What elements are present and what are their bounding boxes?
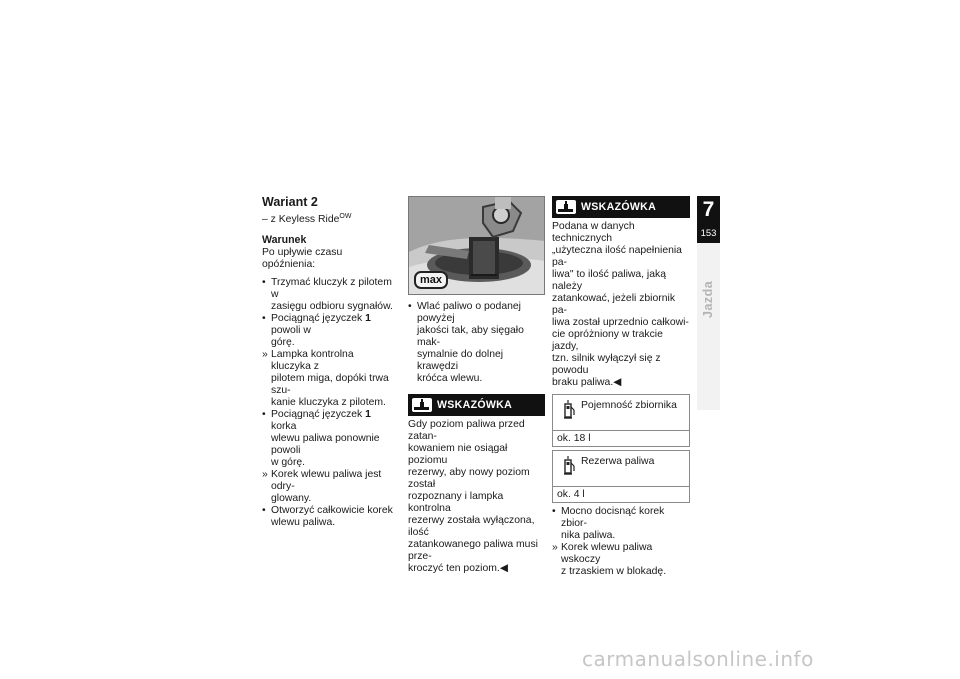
note-line: rozpoznany i lampka kontrolna bbox=[408, 491, 504, 514]
note-line: kowaniem nie osiągał poziomu bbox=[408, 443, 508, 466]
list-item bbox=[262, 349, 394, 409]
bullet-marker: • bbox=[262, 409, 266, 420]
list-item bbox=[408, 301, 545, 385]
bullet-marker: • bbox=[552, 506, 556, 517]
step-line bbox=[271, 409, 394, 433]
step-line: Trzymać kluczyk z pilotem w bbox=[271, 277, 392, 300]
fuel-filler-photo bbox=[408, 196, 545, 295]
chapter-number: 7 bbox=[702, 198, 715, 221]
step-line: wlewu paliwa ponownie powoli bbox=[271, 433, 380, 456]
note-line: cie opróżniony w trakcie jazdy, bbox=[552, 329, 663, 352]
step-line: z trzaskiem w blokadę. bbox=[561, 566, 667, 577]
bullet-marker: • bbox=[262, 505, 266, 516]
note-line: tzn. silnik wyłączył się z powodu bbox=[552, 353, 661, 376]
step-line: górę. bbox=[271, 337, 295, 348]
variant-line bbox=[262, 211, 394, 226]
spec-label: Rezerwa paliwa bbox=[581, 456, 655, 467]
note-line: Gdy poziom paliwa przed zatan- bbox=[408, 419, 525, 442]
step-line: Lampka kontrolna kluczyka z bbox=[271, 349, 354, 372]
list-item bbox=[262, 277, 394, 313]
note-header bbox=[408, 394, 545, 416]
column-2 bbox=[408, 196, 545, 575]
max-level-badge: max bbox=[414, 271, 448, 289]
note-title: WSKAZÓWKA bbox=[437, 399, 513, 411]
step-line: Wlać paliwo o podanej powyżej bbox=[417, 301, 521, 324]
step-list bbox=[408, 301, 545, 385]
step-text: Pociągnąć języczek bbox=[271, 313, 366, 324]
variant-text: – z Keyless Ride bbox=[262, 214, 340, 225]
note-line: rezerwy została wyłączona, ilość bbox=[408, 515, 535, 538]
condition-text: Po upływie czasu opóźnienia: bbox=[262, 247, 343, 270]
note-body bbox=[408, 419, 545, 575]
step-line: symalnie do dolnej krawędzi bbox=[417, 349, 504, 372]
callout-number: 1 bbox=[365, 409, 371, 420]
note-line: braku paliwa.◀ bbox=[552, 377, 622, 388]
list-item bbox=[552, 542, 690, 578]
list-item bbox=[262, 505, 394, 529]
callout-number: 1 bbox=[365, 313, 371, 324]
note-line: liwa" to ilość paliwa, jaką należy bbox=[552, 269, 666, 292]
column-1 bbox=[262, 196, 394, 529]
step-line: pilotem miga, dopóki trwa szu- bbox=[271, 373, 389, 396]
step-text: powoli w bbox=[271, 325, 311, 336]
bullet-marker: • bbox=[262, 313, 266, 324]
bullet-marker: • bbox=[262, 277, 266, 288]
result-marker: » bbox=[552, 542, 558, 553]
step-line: Korek wlewu paliwa wskoczy bbox=[561, 542, 653, 565]
note-line: rezerwy, aby nowy poziom został bbox=[408, 467, 530, 490]
note-body bbox=[552, 221, 690, 389]
step-text: korka bbox=[271, 421, 297, 432]
note-line: kroczyć ten poziom.◀ bbox=[408, 563, 508, 574]
result-marker: » bbox=[262, 469, 268, 480]
result-marker: » bbox=[262, 349, 268, 360]
spec-label: Pojemność zbiornika bbox=[581, 400, 677, 411]
condition-heading: Warunek bbox=[262, 234, 307, 246]
hint-hand-icon bbox=[556, 200, 576, 214]
section-label: Jazda bbox=[701, 280, 715, 318]
spec-label-cell bbox=[553, 451, 689, 487]
list-item bbox=[262, 313, 394, 349]
list-item bbox=[262, 409, 394, 469]
step-line: glowany. bbox=[271, 493, 312, 504]
spec-value: ok. 4 l bbox=[557, 489, 585, 500]
fuel-pump-icon bbox=[563, 400, 575, 424]
list-item bbox=[262, 469, 394, 505]
page-number: 153 bbox=[697, 225, 720, 243]
spec-table-tank-capacity bbox=[552, 394, 690, 447]
bullet-marker: • bbox=[408, 301, 412, 312]
step-text: Pociągnąć języczek bbox=[271, 409, 366, 420]
note-title: WSKAZÓWKA bbox=[581, 201, 657, 213]
spec-label-cell bbox=[553, 395, 689, 431]
step-line: Otworzyć całkowicie korek bbox=[271, 505, 393, 516]
step-line: zasięgu odbioru sygnałów. bbox=[271, 301, 393, 312]
note-line: liwa został uprzednio całkowi- bbox=[552, 317, 689, 328]
note-line: zatankować, jeżeli zbiornik pa- bbox=[552, 293, 676, 316]
variant-superscript: OW bbox=[339, 213, 352, 220]
step-line: w górę. bbox=[271, 457, 306, 468]
step-line: nika paliwa. bbox=[561, 530, 616, 541]
step-line: króćca wlewu. bbox=[417, 373, 483, 384]
step-line: kanie kluczyka z pilotem. bbox=[271, 397, 386, 408]
step-line: Mocno docisnąć korek zbior- bbox=[561, 506, 665, 529]
fuel-pump-icon bbox=[563, 456, 575, 480]
step-list bbox=[552, 506, 690, 578]
watermark-text: carmanualsonline.info bbox=[582, 647, 814, 671]
step-line: wlewu paliwa. bbox=[271, 517, 336, 528]
step-line: jakości tak, aby sięgało mak- bbox=[417, 325, 524, 348]
note-line: Podana w danych technicznych bbox=[552, 221, 635, 244]
variant-heading: Wariant 2 bbox=[262, 195, 318, 209]
list-item bbox=[552, 506, 690, 542]
spec-table-fuel-reserve bbox=[552, 450, 690, 503]
note-line: zatankowanego paliwa musi prze- bbox=[408, 539, 538, 562]
step-list bbox=[262, 277, 394, 529]
note-header bbox=[552, 196, 690, 218]
spec-value: ok. 18 l bbox=[557, 433, 591, 444]
hint-hand-icon bbox=[412, 398, 432, 412]
column-3 bbox=[552, 196, 690, 578]
step-line bbox=[271, 313, 394, 337]
step-line: Korek wlewu paliwa jest odry- bbox=[271, 469, 382, 492]
note-line: „użyteczna ilość napełnienia pa- bbox=[552, 245, 682, 268]
